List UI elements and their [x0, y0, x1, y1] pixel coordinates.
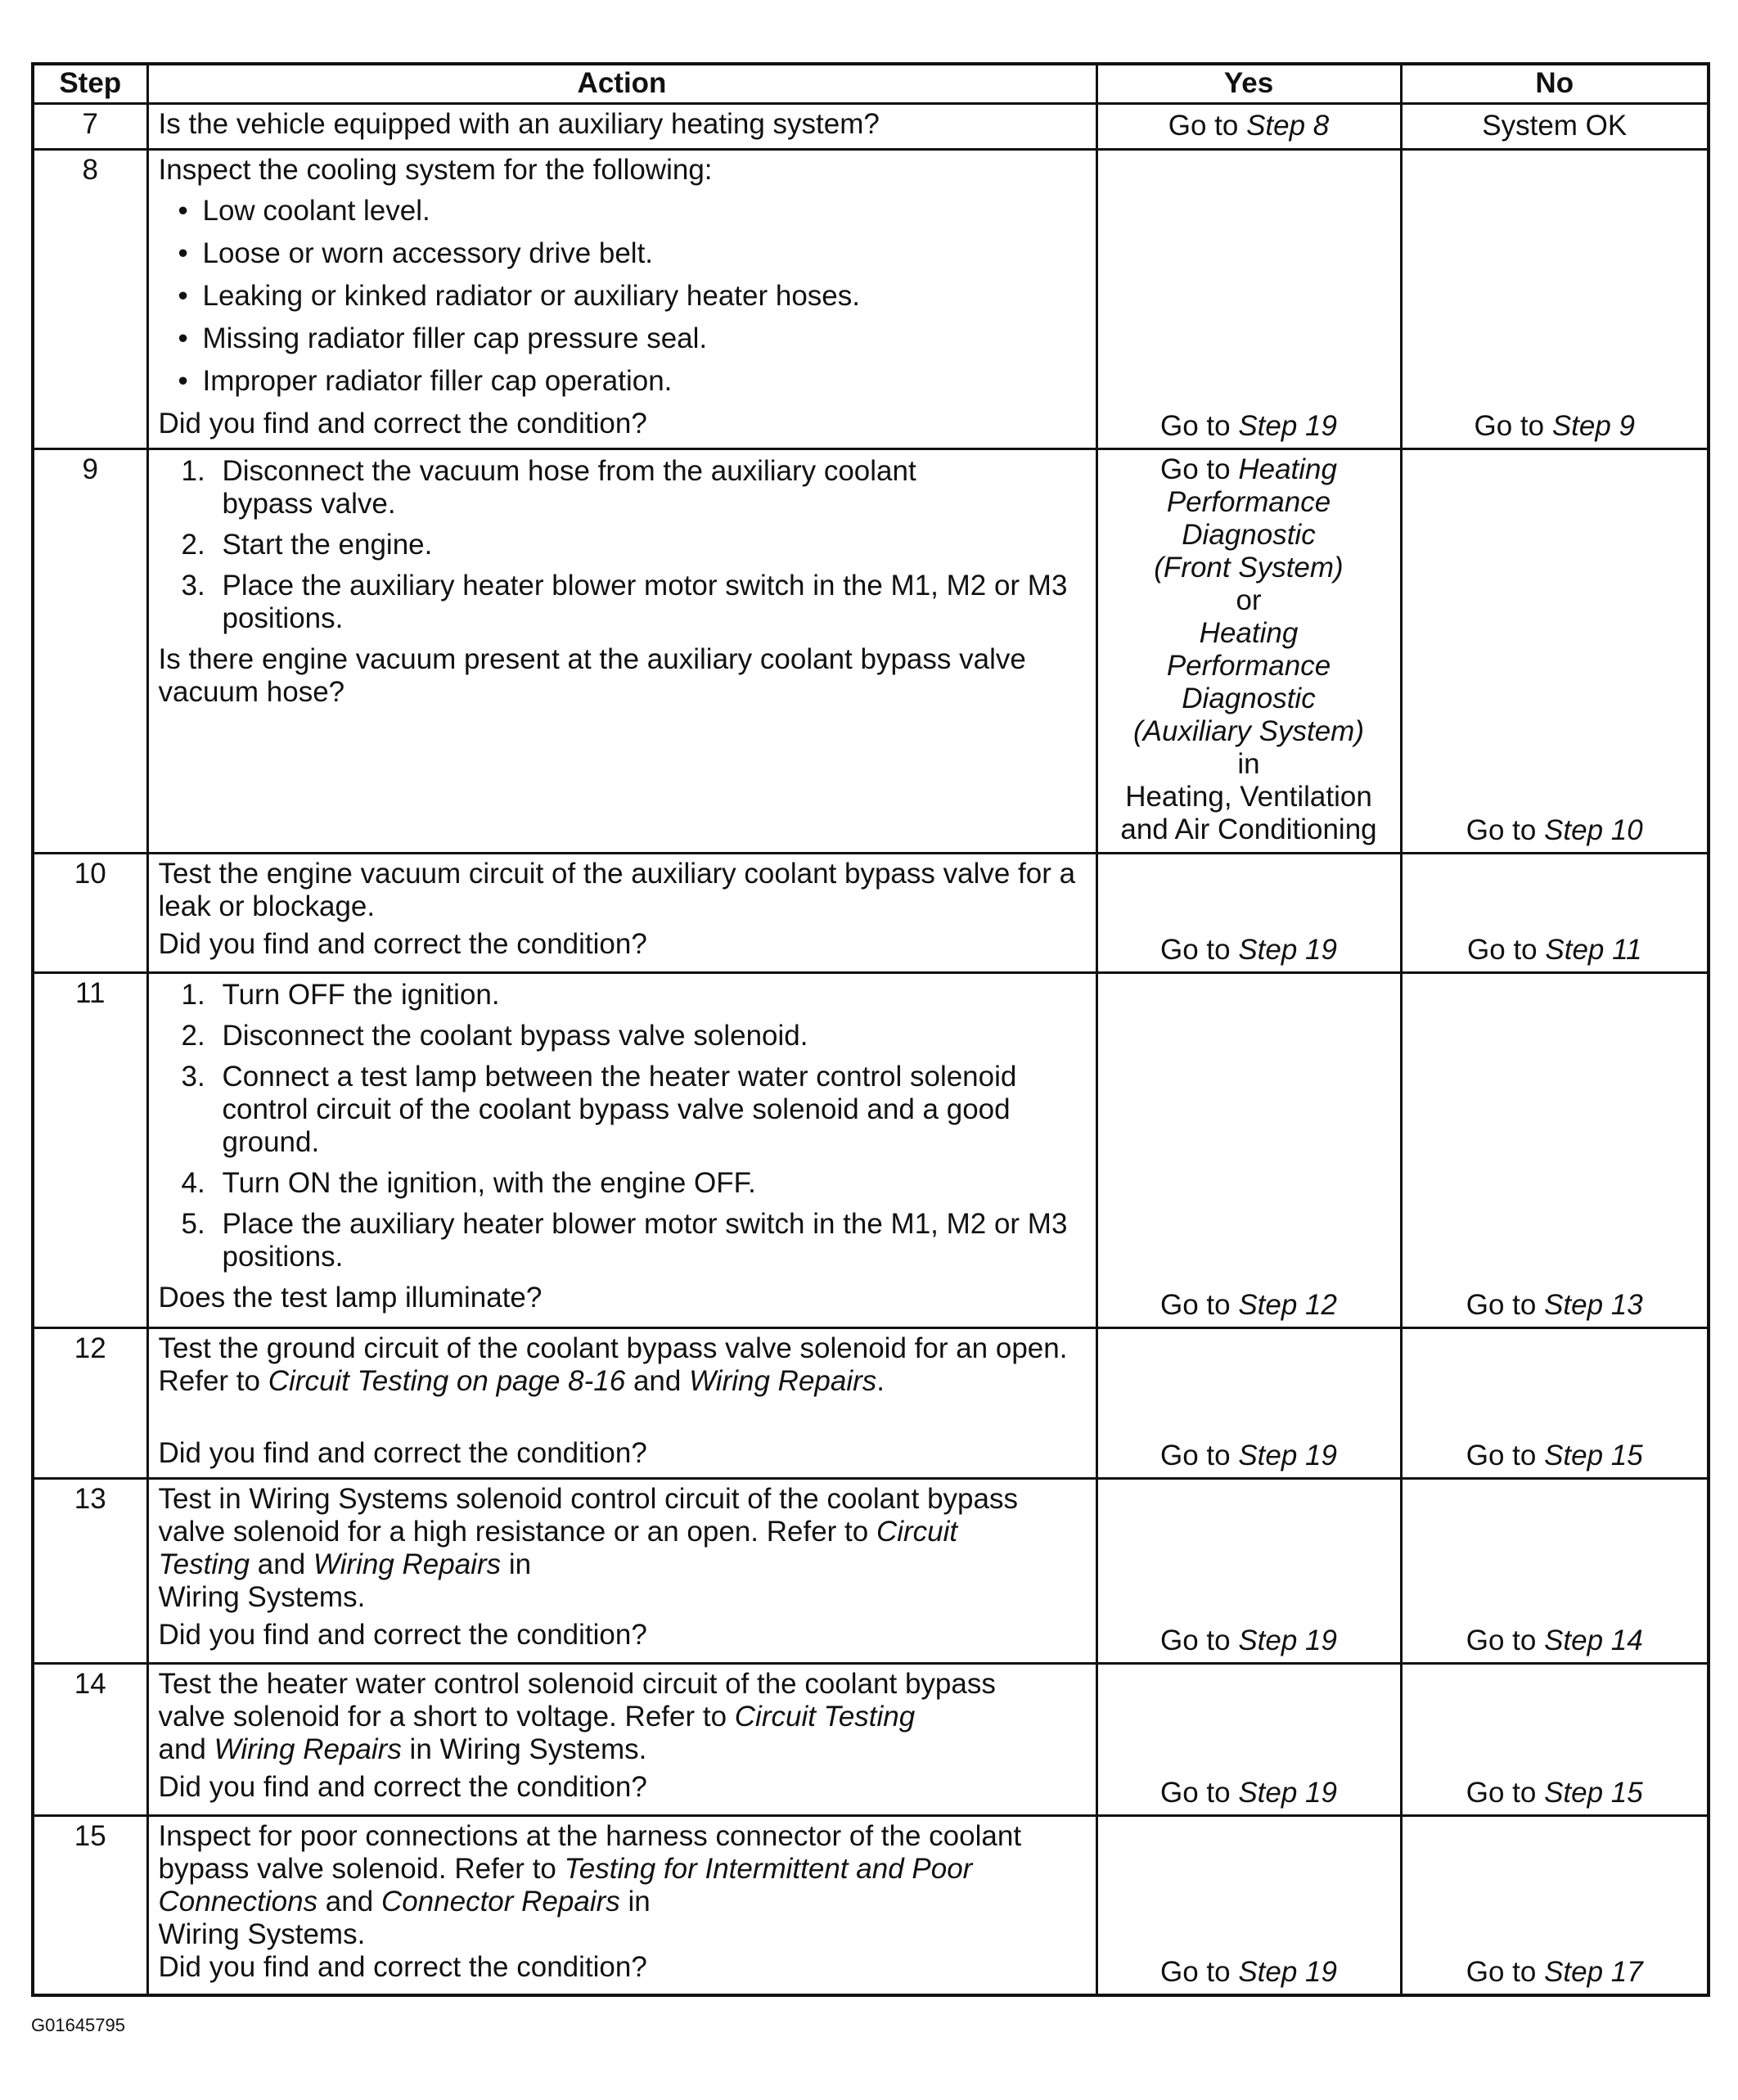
question-text: Does the test lamp illuminate? [158, 1281, 543, 1314]
no-step-link: Step 13 [1544, 1288, 1643, 1321]
yes-prefix: Go to [1160, 453, 1239, 485]
step-index: 1. [181, 454, 205, 487]
no-prefix: Go to [1466, 813, 1545, 846]
yes-ref-text: Performance [1166, 649, 1331, 682]
table-row [33, 1663, 1709, 1815]
reference-link: Circuit Testing [734, 1700, 916, 1733]
yes-cell [1096, 1327, 1401, 1478]
action-cell [147, 103, 1096, 149]
bullet-item [159, 365, 1086, 398]
yes-prefix: Go to [1160, 933, 1239, 966]
bullet-text: Low coolant level. [202, 194, 430, 227]
header-row [33, 64, 1709, 103]
reference-link: Connector Repairs [380, 1885, 620, 1917]
bullet-dot-icon: • [178, 364, 188, 397]
action-cell [147, 448, 1096, 853]
table-row [33, 972, 1709, 1327]
question-text: Did you find and correct the condition? [158, 1618, 647, 1651]
step-text: Disconnect the coolant bypass valve solenoid. [222, 1019, 808, 1052]
no-prefix: Go to [1466, 1439, 1545, 1471]
yes-cell [1096, 1815, 1401, 1995]
numbered-step [159, 1020, 1086, 1052]
intro-text: Inspect the cooling system for the following: [158, 153, 713, 186]
bullet-text: Missing radiator filler cap pressure seal. [202, 322, 708, 354]
step-text: Turn OFF the ignition. [222, 978, 500, 1011]
question-text: Did you find and correct the condition? [158, 407, 647, 439]
bullet-item [159, 195, 1086, 228]
question-text: Did you find and correct the condition? [158, 927, 647, 960]
reference-link: Circuit Testing on page 8-16 [268, 1364, 626, 1397]
yes-prefix: Go to [1168, 110, 1247, 142]
no-prefix: Go to [1466, 1624, 1545, 1656]
no-prefix: Go to [1466, 1288, 1545, 1321]
header-step: Step [33, 64, 147, 103]
action-cell [147, 1327, 1096, 1478]
yes-ref-text: (Auxiliary System) [1133, 714, 1364, 747]
bullet-text: Leaking or kinked radiator or auxiliary heater hoses. [202, 279, 860, 312]
no-cell [1401, 1327, 1709, 1478]
yes-ref-text: Performance [1166, 485, 1331, 518]
step-index: 5. [181, 1207, 205, 1240]
no-text: System OK [1482, 110, 1628, 142]
action-cell [147, 1815, 1096, 1995]
no-cell [1401, 972, 1709, 1327]
no-cell [1401, 448, 1709, 853]
action-cell [147, 972, 1096, 1327]
bullet-item [159, 237, 1086, 270]
step-number: 7 [33, 103, 147, 149]
bullet-dot-icon: • [178, 322, 188, 354]
action-text: Wiring Systems. [158, 1917, 366, 1950]
yes-manual-text: Heating, Ventilation [1125, 780, 1372, 813]
no-cell [1401, 103, 1709, 149]
yes-step-link: Step 8 [1246, 110, 1330, 142]
numbered-step [159, 529, 1086, 561]
yes-prefix: Go to [1160, 1288, 1239, 1321]
table-row [33, 1327, 1709, 1478]
question-text: Is there engine vacuum present at the auxiliary coolant bypass valve vacuum hose? [158, 642, 1026, 708]
question-text: Did you find and correct the condition? [158, 1436, 647, 1469]
yes-prefix: Go to [1160, 1624, 1239, 1656]
yes-ref-text: (Front System) [1154, 551, 1344, 584]
action-text: Inspect for poor connections at the harness connector of the coolant bypass valve solenoid. Refer to Testing for Intermittent and Poor Connections and Connector Repairs in [158, 1819, 1022, 1917]
header-action: Action [147, 64, 1096, 103]
numbered-step [159, 979, 1086, 1012]
yes-step-link: Step 19 [1238, 409, 1337, 442]
yes-ref-text: Diagnostic [1182, 518, 1316, 551]
yes-cell [1096, 1478, 1401, 1663]
table-row [33, 149, 1709, 448]
yes-prefix: Go to [1160, 409, 1239, 442]
action-text: Test in Wiring Systems solenoid control circuit of the coolant bypass valve solenoid for a high resistance or an open. Refer to Circuit Testing and Wiring Repairs in [158, 1482, 1018, 1580]
question-text: Is the vehicle equipped with an auxiliary heating system? [158, 107, 880, 140]
no-step-link: Step 15 [1544, 1776, 1643, 1809]
no-cell [1401, 1663, 1709, 1815]
no-step-link: Step 9 [1551, 409, 1636, 442]
yes-prefix: Go to [1160, 1956, 1239, 1988]
yes-in-text: in [1237, 747, 1260, 780]
numbered-step [159, 455, 1086, 520]
header-yes: Yes [1096, 64, 1401, 103]
reference-link: Circuit Testing [158, 1515, 958, 1580]
step-text: Start the engine. [222, 528, 433, 561]
numbered-step [159, 1208, 1086, 1273]
yes-cell [1096, 149, 1401, 448]
step-number: 15 [33, 1815, 147, 1995]
yes-prefix: Go to [1160, 1439, 1239, 1471]
no-prefix: Go to [1466, 1956, 1545, 1988]
no-step-link: Step 15 [1544, 1439, 1643, 1471]
question-text: Did you find and correct the condition? [158, 1950, 647, 1983]
reference-link: Wiring Repairs [689, 1364, 877, 1397]
numbered-step [159, 1167, 1086, 1200]
yes-step-link: Step 19 [1238, 933, 1337, 966]
yes-step-link: Step 19 [1238, 1776, 1337, 1809]
bullet-text: Loose or worn accessory drive belt. [202, 237, 654, 269]
bullet-dot-icon: • [178, 237, 188, 269]
diagnostic-table [31, 62, 1710, 1997]
reference-link: Wiring Repairs [313, 1548, 502, 1580]
header-no: No [1401, 64, 1709, 103]
bullet-text: Improper radiator filler cap operation. [202, 364, 673, 397]
step-number: 8 [33, 149, 147, 448]
step-text: Place the auxiliary heater blower motor switch in the M1, M2 or M3 positions. [222, 569, 1068, 634]
table-row [33, 1815, 1709, 1995]
step-text: Connect a test lamp between the heater water control solenoid control circuit of the coolant bypass valve solenoid and a good ground. [222, 1060, 1017, 1158]
reference-link: Wiring Repairs [214, 1733, 402, 1765]
yes-cell [1096, 972, 1401, 1327]
step-index: 2. [181, 528, 205, 561]
step-number: 12 [33, 1327, 147, 1478]
step-number: 14 [33, 1663, 147, 1815]
bullet-item [159, 322, 1086, 355]
no-prefix: Go to [1466, 1776, 1545, 1809]
bullet-dot-icon: • [178, 279, 188, 312]
no-prefix: Go to [1467, 933, 1546, 966]
action-text: Test the ground circuit of the coolant bypass valve solenoid for an open. Refer to Circuit Testing on page 8-16 and Wiring Repairs. [158, 1332, 1068, 1397]
yes-step-link: Step 12 [1238, 1288, 1337, 1321]
numbered-step [159, 1061, 1086, 1159]
yes-step-link: Step 19 [1238, 1956, 1337, 1988]
yes-or-text: or [1236, 584, 1262, 616]
question-text: Did you find and correct the condition? [158, 1770, 647, 1803]
step-text: Place the auxiliary heater blower motor switch in the M1, M2 or M3 positions. [222, 1207, 1068, 1273]
no-cell [1401, 149, 1709, 448]
step-index: 3. [181, 569, 205, 602]
action-cell [147, 1663, 1096, 1815]
yes-ref-text: Diagnostic [1182, 682, 1316, 714]
figure-id: G01645795 [31, 2015, 125, 2035]
yes-cell [1096, 103, 1401, 149]
action-cell [147, 149, 1096, 448]
no-prefix: Go to [1474, 409, 1552, 442]
step-text: Turn ON the ignition, with the engine OFF. [222, 1166, 756, 1199]
yes-cell [1096, 853, 1401, 972]
action-text: Wiring Systems. [158, 1580, 366, 1613]
step-index: 4. [181, 1166, 205, 1199]
bullet-dot-icon: • [178, 194, 188, 227]
yes-ref-text: Heating [1199, 616, 1299, 649]
no-cell [1401, 1815, 1709, 1995]
yes-step-link: Step 19 [1238, 1624, 1337, 1656]
step-index: 2. [181, 1019, 205, 1052]
bullet-item [159, 280, 1086, 313]
yes-step-link: Step 19 [1238, 1439, 1337, 1471]
reference-link: Testing for Intermittent and Poor Connections [158, 1852, 973, 1917]
action-text: Test the engine vacuum circuit of the auxiliary coolant bypass valve for a leak or blockage. [158, 857, 1076, 922]
table-row [33, 448, 1709, 853]
step-index: 1. [181, 978, 205, 1011]
yes-cell [1096, 1663, 1401, 1815]
step-number: 11 [33, 972, 147, 1327]
no-step-link: Step 10 [1544, 813, 1643, 846]
no-step-link: Step 17 [1544, 1956, 1643, 1988]
step-index: 3. [181, 1060, 205, 1093]
table-row [33, 853, 1709, 972]
step-text: Disconnect the vacuum hose from the auxiliary coolant bypass valve. [222, 454, 916, 520]
yes-cell [1096, 448, 1401, 853]
action-cell [147, 853, 1096, 972]
yes-manual-text: and Air Conditioning [1120, 813, 1377, 845]
no-step-link: Step 11 [1545, 933, 1642, 966]
step-number: 13 [33, 1478, 147, 1663]
action-text: Test the heater water control solenoid circuit of the coolant bypass valve solenoid for a short to voltage. Refer to Circuit Testing and Wiring Repairs in Wiring Systems. [158, 1667, 996, 1765]
step-number: 9 [33, 448, 147, 853]
no-cell [1401, 1478, 1709, 1663]
yes-ref-text: Heating [1238, 453, 1337, 485]
step-number: 10 [33, 853, 147, 972]
table-row [33, 1478, 1709, 1663]
yes-prefix: Go to [1160, 1776, 1239, 1809]
action-cell [147, 1478, 1096, 1663]
numbered-step [159, 570, 1086, 635]
no-step-link: Step 14 [1544, 1624, 1643, 1656]
no-cell [1401, 853, 1709, 972]
table-row [33, 103, 1709, 149]
